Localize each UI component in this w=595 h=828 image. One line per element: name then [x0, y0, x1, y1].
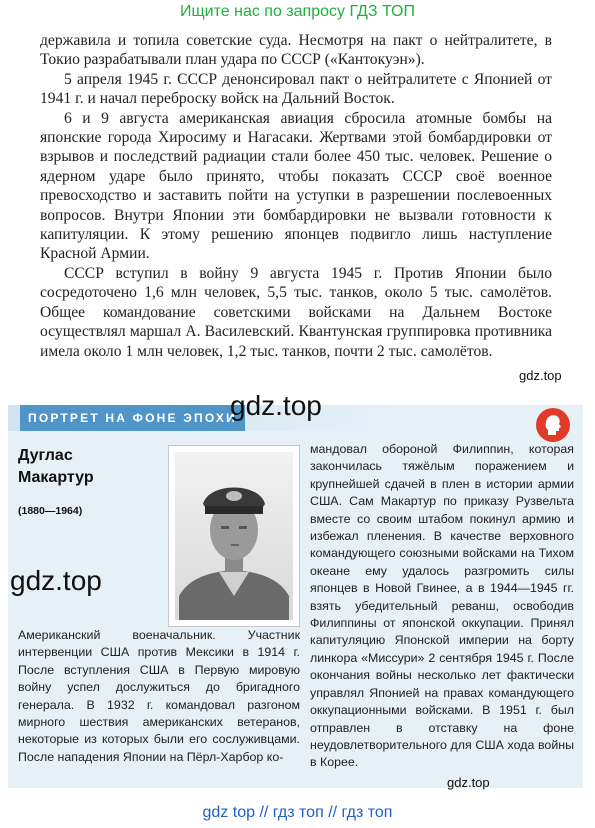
left-bio: Американский военачальник. Участник интервенции США против Мексики в 1914 г. После вступления США в Первую мировую войну успел дослужиться до бригадного генерала. В 1932 г. командовал разгоном мирного шествия американских ветеранов, некоторые из которых были его сослуживцами. После нападения Японии на Пёрл-Харбор ко-	[18, 628, 300, 764]
watermark: gdz.top	[519, 368, 562, 383]
person-name	[18, 445, 94, 489]
portrait-photo	[168, 445, 300, 627]
paragraph: 5 апреля 1945 г. СССР денонсировал пакт о нейтралитете с Японией от 1941 г. и начал переброску войск на Дальний Восток.	[40, 70, 552, 108]
top-banner: Ищите нас по запросу ГДЗ ТОП	[180, 3, 415, 20]
paragraph: СССР вступил в войну 9 августа 1945 г. Против Японии было сосредоточено 1,6 млн человек, 5,5 тыс. танков, около 5 тыс. самолётов. Общее командование советскими войсками на Дальнем Востоке осуществлял маршал А. Василевский. Квантунская группировка противника имела около 1 млн человек, 1,2 тыс. танков, почти 2 тыс. самолётов.	[40, 264, 552, 360]
paragraph: 6 и 9 августа американская авиация сбросила атомные бомбы на японские города Хиросиму и Нагасаки. Жертвами этой бомбардировки от взрывов и последствий радиации стали более 450 тыс. человек. Решение о ядерном ударе было принято, чтобы показать СССР своё военное превосходство и заставить пойти на уступки в разрешении послевоенных вопросов. Внутри Японии эти бомбардировки не вызвали готовности к капитуляции. К этому решению японцев подвигло лишь наступление Красной Армии.	[40, 109, 552, 263]
person-years: (1880—1964)	[18, 505, 83, 517]
watermark: gdz.top	[230, 390, 322, 421]
box-header-label: ПОРТРЕТ НА ФОНЕ ЭПОХИ	[20, 405, 245, 431]
watermark: gdz.top	[10, 565, 102, 596]
watermark: gdz.top	[447, 775, 490, 790]
bottom-banner: gdz top // гдз топ // гдз топ	[202, 804, 393, 821]
name-last: Макартур	[18, 469, 94, 486]
main-text	[40, 31, 552, 361]
person-head-icon	[535, 407, 571, 443]
paragraph: державила и топила советские суда. Несмотря на пакт о нейтралитете, в Токио разрабатывали план удара по СССР («Кантокуэн»).	[40, 32, 552, 69]
name-first: Дуглас	[18, 447, 73, 464]
right-bio: мандовал обороной Филиппин, которая закончилась тяжёлым поражением и крупнейшей сдачей в плен в истории армии США. Сам Макартур по приказу Рузвельта вместе со своим штабом покинул армию и избежал пленения. В качестве верховного командующего союзными войсками на Тихом океане ему удалось разгромить силы японцев в Новой Гвинее, а в 1944—1945 гг. взять убедительный реванш, освободив Филиппины от японской оккупации. Принял капитуляцию Японской империи на борту линкора «Миссури» 2 сентября 1945 г. После окончания войны несколько лет фактически управлял Японией на правах командующего оккупационными войсками. В 1951 г. был отправлен в отставку на фоне неудовлетворительного для США хода войны в Корее.	[310, 442, 574, 770]
